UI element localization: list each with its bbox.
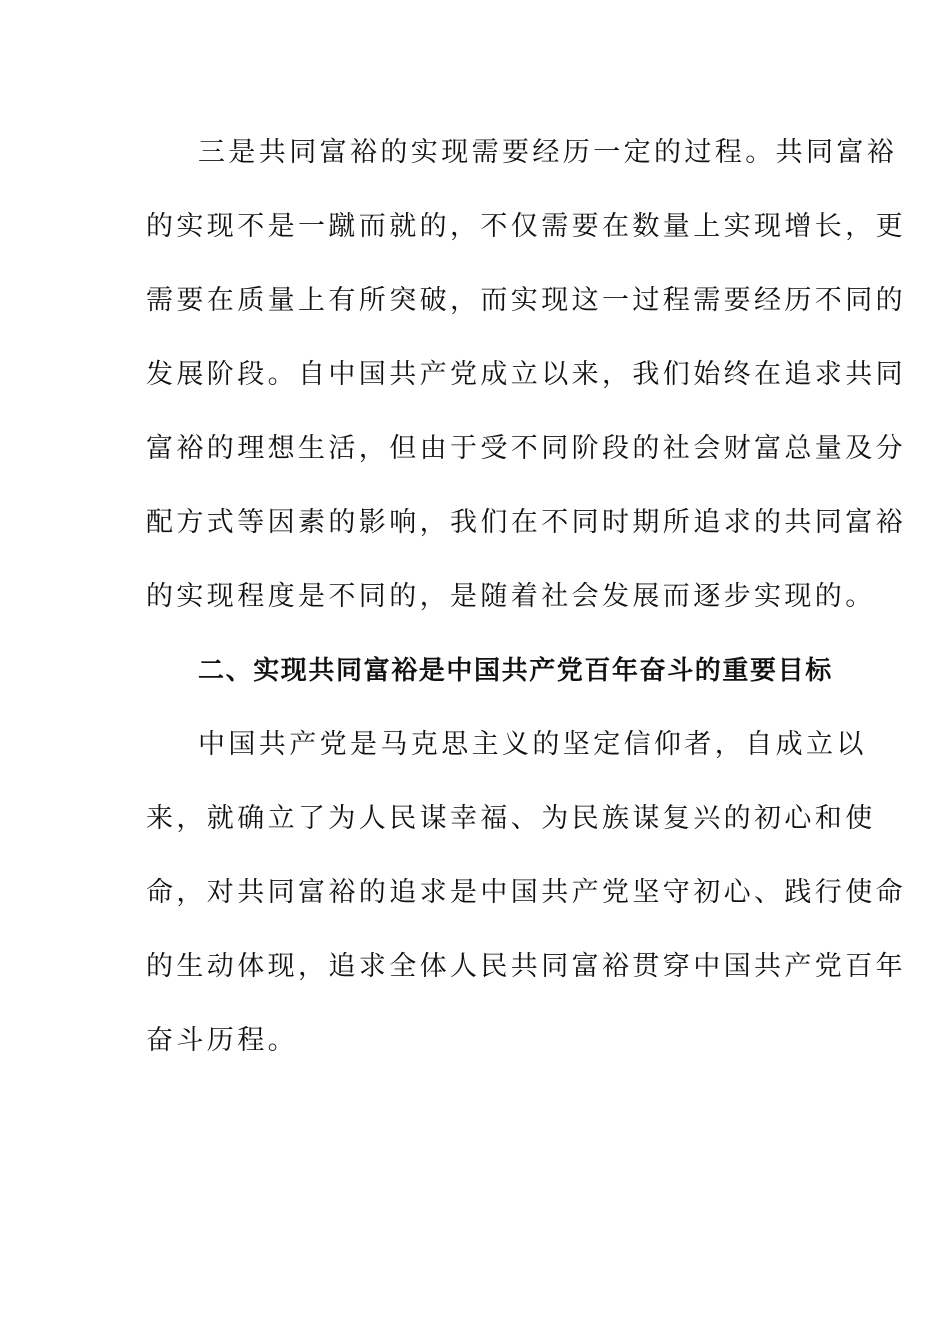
- paragraph-line: 的实现程度是不同的，是随着社会发展而逐步实现的。: [146, 581, 876, 612]
- paragraph-process: [146, 122, 906, 640]
- paragraph-line: 的实现不是一蹴而就的，不仅需要在数量上实现增长，更: [146, 211, 906, 242]
- section-heading: 二、实现共同富裕是中国共产党百年奋斗的重要目标: [198, 656, 833, 686]
- paragraph-line: 富裕的理想生活，但由于受不同阶段的社会财富总量及分: [146, 433, 906, 464]
- paragraph-line: 需要在质量上有所突破，而实现这一过程需要经历不同的: [146, 285, 906, 316]
- paragraph-line: 配方式等因素的影响，我们在不同时期所追求的共同富裕: [146, 507, 906, 538]
- paragraph-party-goal: [146, 714, 906, 1084]
- paragraph-line: 发展阶段。自中国共产党成立以来，我们始终在追求共同: [146, 359, 906, 390]
- paragraph-line: 的生动体现，追求全体人民共同富裕贯穿中国共产党百年: [146, 951, 906, 982]
- paragraph-line: 命，对共同富裕的追求是中国共产党坚守初心、践行使命: [146, 877, 906, 908]
- paragraph-line: 奋斗历程。: [146, 1025, 298, 1056]
- paragraph-line: 中国共产党是马克思主义的坚定信仰者，自成立以: [198, 729, 867, 760]
- document-body: [146, 122, 906, 1084]
- paragraph-line: 三是共同富裕的实现需要经历一定的过程。共同富裕: [198, 137, 898, 168]
- paragraph-line: 来，就确立了为人民谋幸福、为民族谋复兴的初心和使: [146, 803, 876, 834]
